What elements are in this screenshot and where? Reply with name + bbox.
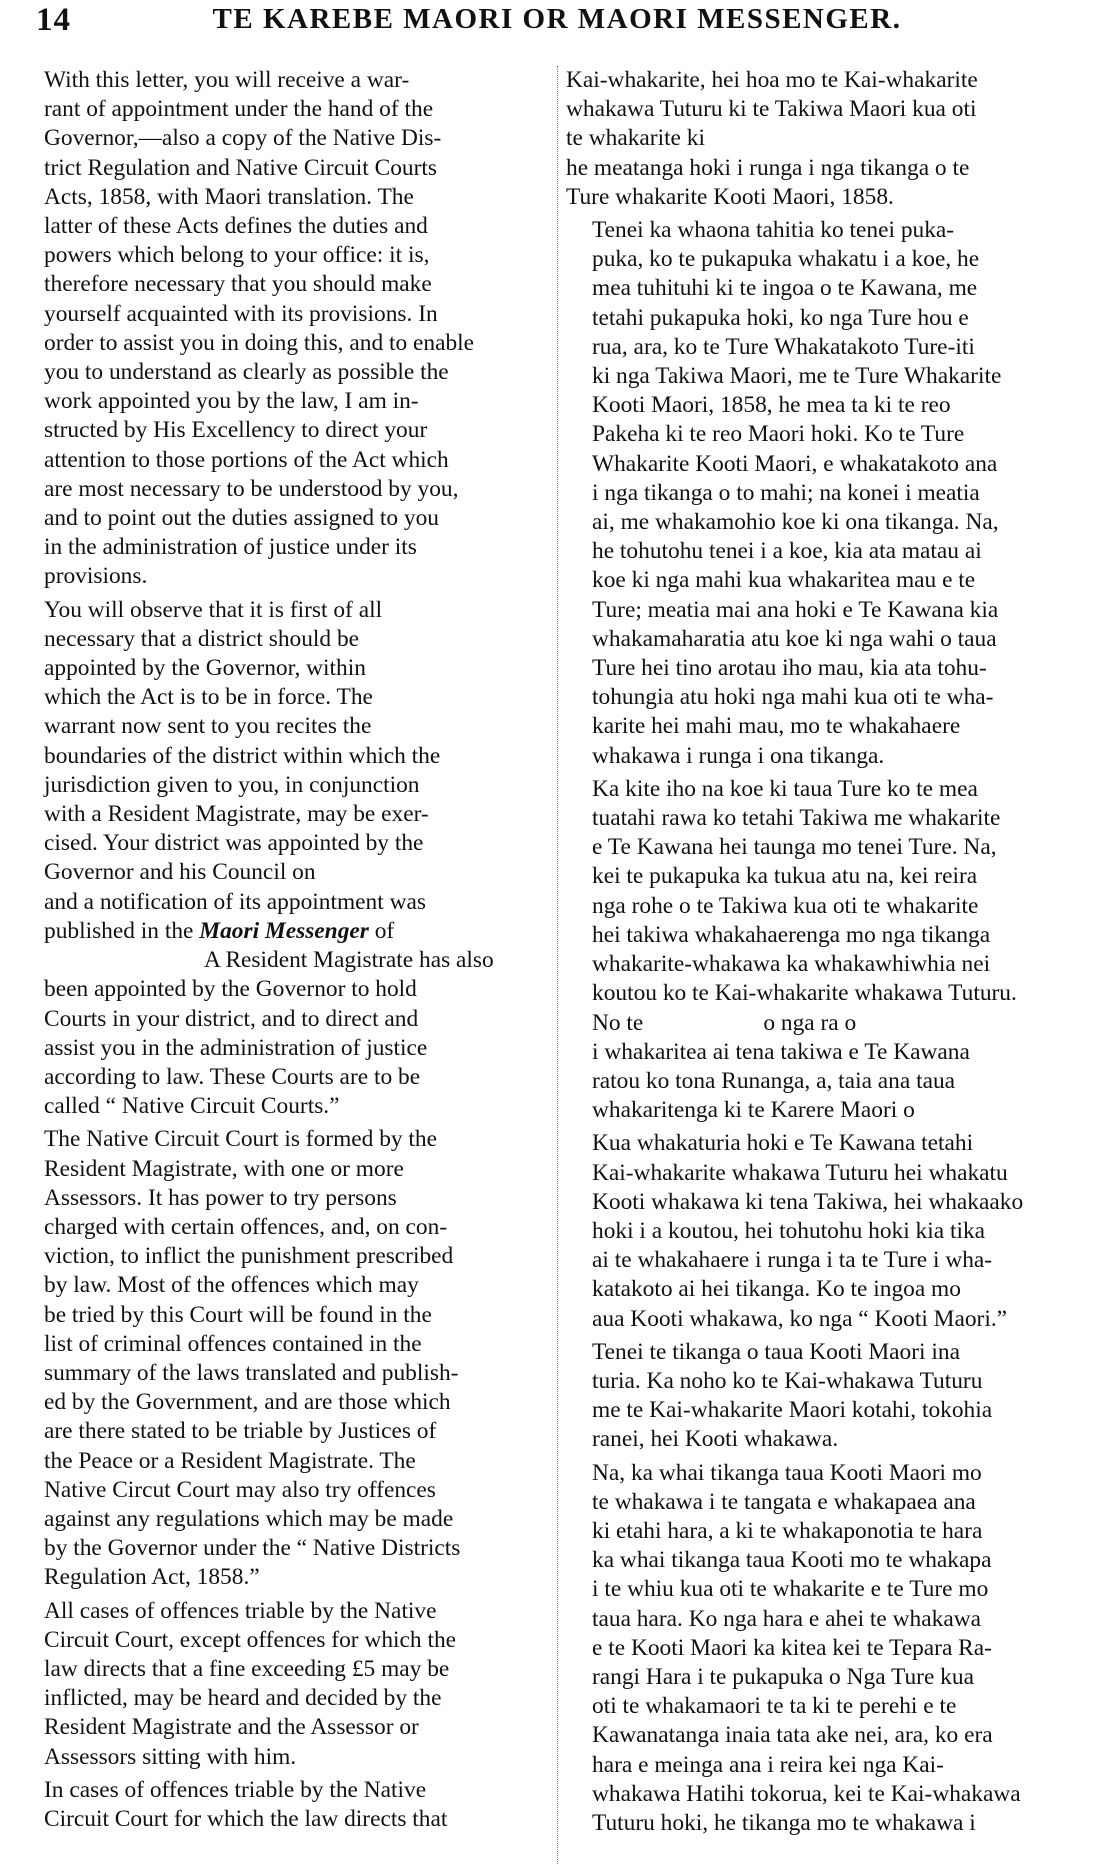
text-line: Circuit Court for which the law directs that — [44, 1805, 448, 1832]
text-line: koe ki nga mahi kua whakaritea mau e te — [592, 567, 976, 594]
text-line: whakawa Tuturu ki te Takiwa Maori kua oti — [566, 96, 977, 123]
text-line: ranei, hei Kooti whakawa. — [592, 1426, 839, 1453]
page-number: 14 — [36, 2, 71, 38]
text-line: latter of these Acts defines the duties and — [44, 213, 428, 240]
text-line: Tenei te tikanga o taua Kooti Maori ina — [592, 1338, 960, 1365]
text-line: according to law. These Courts are to be — [44, 1063, 421, 1090]
text-line: me te Kai-whakarite Maori kotahi, tokohia — [592, 1397, 993, 1424]
text-line: Kooti Maori, 1858, he mea ta ki te reo — [592, 392, 951, 419]
text-line: Pakeha ki te reo Maori hoki. Ko te Ture — [592, 421, 965, 448]
text-line: mea tuhituhi ki te ingoa o te Kawana, me — [592, 275, 978, 302]
page-header — [18, 0, 1096, 44]
text-line: karite hei mahi mau, mo te whakahaere — [592, 713, 961, 740]
text-line: against any regulations which may be made — [44, 1505, 454, 1532]
text-line: boundaries of the district within which the — [44, 742, 441, 769]
text-line: e Te Kawana hei taunga mo tenei Ture. Na, — [592, 834, 997, 861]
english-paragraph-2 — [18, 596, 548, 1122]
text-line: Kua whakaturia hoki e Te Kawana tetahi — [592, 1130, 974, 1157]
text-line: are most necessary to be understood by you, — [44, 475, 459, 502]
text-line: Ture hei tino arotau iho mau, kia ata tohu- — [592, 655, 987, 682]
text-line: Kai-whakarite, hei hoa mo te Kai-whakarite — [566, 67, 978, 93]
column-divider — [557, 66, 558, 1864]
text-line: Tenei ka whaona tahitia ko tenei puka- — [592, 217, 955, 244]
text-line: he tohutohu tenei i a koe, kia ata matau ai — [592, 538, 982, 565]
text-line: te whakarite ki — [566, 125, 705, 152]
maori-paragraph-5 — [566, 1338, 1114, 1455]
text-line: Whakarite Kooti Maori, e whakatakoto ana — [592, 450, 998, 477]
english-paragraph-1 — [18, 66, 548, 592]
text-fragment: No te — [592, 1009, 644, 1036]
text-line: powers which belong to your office: it is, — [44, 242, 430, 269]
text-line: Governor and his Council on — [44, 859, 316, 886]
english-column — [18, 66, 548, 1864]
text-line: tetahi pukapuka hoki, ko nga Ture hou e — [592, 304, 969, 331]
text-line: called “ Native Circuit Courts.” — [44, 1093, 340, 1120]
text-line: the Peace or a Resident Magistrate. The — [44, 1447, 416, 1474]
text-line: You will observe that it is first of all — [44, 596, 383, 623]
text-line: Assessors sitting with him. — [44, 1743, 297, 1770]
text-line: in the administration of justice under its — [44, 534, 417, 561]
text-line: Na, ka whai tikanga taua Kooti Maori mo — [592, 1459, 982, 1486]
text-line — [566, 1009, 1114, 1038]
text-line: ed by the Government, and are those which — [44, 1389, 451, 1416]
text-line: oti te whakamaori te ta ki te perehi e te — [592, 1693, 957, 1720]
text-line: attention to those portions of the Act which — [44, 446, 449, 473]
english-paragraph-4 — [18, 1597, 548, 1772]
english-paragraph-5 — [18, 1776, 548, 1834]
text-line: ki nga Takiwa Maori, me te Ture Whakarite — [592, 363, 1002, 390]
text-line: inflicted, may be heard and decided by the — [44, 1685, 442, 1712]
text-line: ka whai tikanga taua Kooti mo te whakapa — [592, 1547, 992, 1574]
text-line: be tried by this Court will be found in the — [44, 1301, 432, 1328]
text-line: tuatahi rawa ko tetahi Takiwa me whakarite — [592, 805, 1001, 832]
text-line: list of criminal offences contained in the — [44, 1330, 422, 1357]
text-line: te whakawa i te tangata e whakapaea ana — [592, 1488, 976, 1515]
text-line: katakoto ai hei tikanga. Ko te ingoa mo — [592, 1276, 961, 1303]
text-line: kei te pukapuka ka tukua atu na, kei reira — [592, 863, 978, 890]
text-line: All cases of offences triable by the Native — [44, 1597, 437, 1624]
maori-paragraph-1 — [566, 66, 1114, 212]
text-fragment: A Resident Magistrate has also — [204, 947, 494, 974]
text-line: Regulation Act, 1858.” — [44, 1564, 260, 1591]
text-line: ai, me whakamohio koe ki ona tikanga. Na, — [592, 509, 999, 536]
text-line: ai te whakahaere i runga i ta te Ture i wha- — [592, 1247, 993, 1274]
english-paragraph-3 — [18, 1125, 548, 1592]
text-line: Resident Magistrate and the Assessor or — [44, 1714, 419, 1741]
text-line: viction, to inflict the punishment prescribed — [44, 1243, 454, 1270]
text-line: and a notification of its appointment was — [44, 888, 426, 915]
text-line: whakawa Hatihi tokorua, kei te Kai-whakawa — [592, 1780, 1021, 1807]
text-line: jurisdiction given to you, in conjunction — [44, 771, 420, 798]
text-line: ki etahi hara, a ki te whakaponotia te hara — [592, 1517, 983, 1544]
text-line: rant of appointment under the hand of the — [44, 96, 434, 123]
text-line: order to assist you in doing this, and to enable — [44, 329, 475, 356]
publication-title: Maori Messenger — [199, 917, 369, 944]
text-line: Governor,—also a copy of the Native Dis- — [44, 125, 442, 152]
text-line — [18, 917, 548, 946]
text-line: cised. Your district was appointed by the — [44, 830, 424, 857]
text-line: Kooti whakawa ki tena Takiwa, hei whakaako — [592, 1188, 1024, 1215]
text-line: Tuturu hoki, he tikanga mo te whakawa i — [592, 1809, 976, 1836]
text-line: hoki i a koutou, hei tohutohu hoki kia tika — [592, 1217, 986, 1244]
text-line: summary of the laws translated and publish- — [44, 1359, 459, 1386]
text-line: rua, ara, ko te Ture Whakatakoto Ture-iti — [592, 333, 975, 360]
text-line: Ture; meatia mai ana hoki e Te Kawana kia — [592, 596, 999, 623]
text-line: whakarite-whakawa ka whakawhiwhia nei — [592, 951, 991, 978]
text-line: e te Kooti Maori ka kitea kei te Tepara Ra- — [592, 1634, 992, 1661]
text-line: rangi Hara i te pukapuka o Nga Ture kua — [592, 1663, 974, 1690]
text-line: whakamaharatia atu koe ki nga wahi o taua — [592, 625, 997, 652]
text-line: been appointed by the Governor to hold — [44, 976, 417, 1003]
text-line: provisions. — [44, 563, 148, 590]
text-line: whakaritenga ki te Karere Maori o — [592, 1097, 915, 1124]
text-line: work appointed you by the law, I am in- — [44, 388, 419, 415]
text-line: law directs that a fine exceeding £5 may be — [44, 1655, 450, 1682]
text-fragment: of — [368, 917, 395, 944]
text-line: ratou ko tona Runanga, a, taia ana taua — [592, 1067, 956, 1094]
text-line: are there stated to be triable by Justices of — [44, 1418, 437, 1445]
text-line: and to point out the duties assigned to you — [44, 505, 440, 532]
text-line — [18, 946, 548, 975]
text-line: Circuit Court, except offences for which the — [44, 1626, 457, 1653]
text-line: charged with certain offences, and, on con- — [44, 1213, 448, 1240]
text-line: i te whiu kua oti te whakarite e te Ture mo — [592, 1576, 989, 1603]
text-line: In cases of offences triable by the Native — [44, 1776, 427, 1803]
text-line: hei takiwa whakahaerenga mo nga tikanga — [592, 921, 991, 948]
text-line: trict Regulation and Native Circuit Courts — [44, 154, 438, 181]
text-line: Kawanatanga inaia tata ake nei, ara, ko era — [592, 1722, 993, 1749]
text-line: structed by His Excellency to direct your — [44, 417, 428, 444]
text-line: The Native Circuit Court is formed by the — [44, 1126, 438, 1153]
text-line: Kai-whakarite whakawa Tuturu hei whakatu — [592, 1159, 1008, 1186]
text-fragment: o nga ra o — [763, 1009, 857, 1036]
text-line: Acts, 1858, with Maori translation. The — [44, 183, 414, 210]
text-line: necessary that a district should be — [44, 625, 360, 652]
text-line: taua hara. Ko nga hara e ahei te whakawa — [592, 1605, 981, 1632]
text-line: he meatanga hoki i runga i nga tikanga o te — [566, 154, 970, 181]
text-fragment: published in the — [44, 917, 200, 944]
text-line: puka, ko te pukapuka whakatu i a koe, he — [592, 246, 980, 273]
text-line: appointed by the Governor, within — [44, 655, 366, 682]
text-line: With this letter, you will receive a war- — [44, 67, 410, 93]
text-line: koutou ko te Kai-whakarite whakawa Tuturu. — [592, 980, 1017, 1007]
text-line: with a Resident Magistrate, may be exer- — [44, 801, 429, 828]
text-line: nga rohe o te Takiwa kua oti te whakarite — [592, 892, 979, 919]
text-line: Resident Magistrate, with one or more — [44, 1155, 404, 1182]
text-line: hara e meinga ana i reira kei nga Kai- — [592, 1751, 944, 1778]
maori-paragraph-6 — [566, 1459, 1114, 1839]
text-line: Assessors. It has power to try persons — [44, 1184, 397, 1211]
text-line: which the Act is to be in force. The — [44, 684, 373, 711]
text-line: turia. Ka noho ko te Kai-whakawa Tuturu — [592, 1367, 983, 1394]
text-line: assist you in the administration of justice — [44, 1034, 428, 1061]
text-line: therefore necessary that you should make — [44, 271, 432, 298]
text-line: by law. Most of the offences which may — [44, 1272, 419, 1299]
running-title: TE KAREBE MAORI OR MAORI MESSENGER. — [212, 3, 902, 35]
text-line: Courts in your district, and to direct and — [44, 1005, 419, 1032]
text-line: whakawa i runga i ona tikanga. — [592, 742, 885, 769]
text-line: aua Kooti whakawa, ko nga “ Kooti Maori.” — [592, 1305, 1008, 1332]
maori-column — [566, 66, 1114, 1864]
text-line: i nga tikanga o to mahi; na konei i meatia — [592, 479, 980, 506]
text-line: yourself acquainted with its provisions. In — [44, 300, 438, 327]
text-line: Native Circut Court may also try offences — [44, 1476, 436, 1503]
maori-paragraph-4 — [566, 1129, 1114, 1333]
text-line: you to understand as clearly as possible the — [44, 359, 449, 386]
text-line: by the Governor under the “ Native Districts — [44, 1535, 461, 1562]
text-line: Ture whakarite Kooti Maori, 1858. — [566, 183, 894, 210]
text-line: warrant now sent to you recites the — [44, 713, 372, 740]
maori-paragraph-2 — [566, 216, 1114, 771]
text-line: Ka kite iho na koe ki taua Ture ko te mea — [592, 775, 978, 802]
maori-paragraph-3 — [566, 775, 1114, 1125]
text-line: i whakaritea ai tena takiwa e Te Kawana — [592, 1038, 970, 1065]
two-column-body — [18, 66, 1096, 1864]
text-line: tohungia atu hoki nga mahi kua oti te wha- — [592, 684, 994, 711]
